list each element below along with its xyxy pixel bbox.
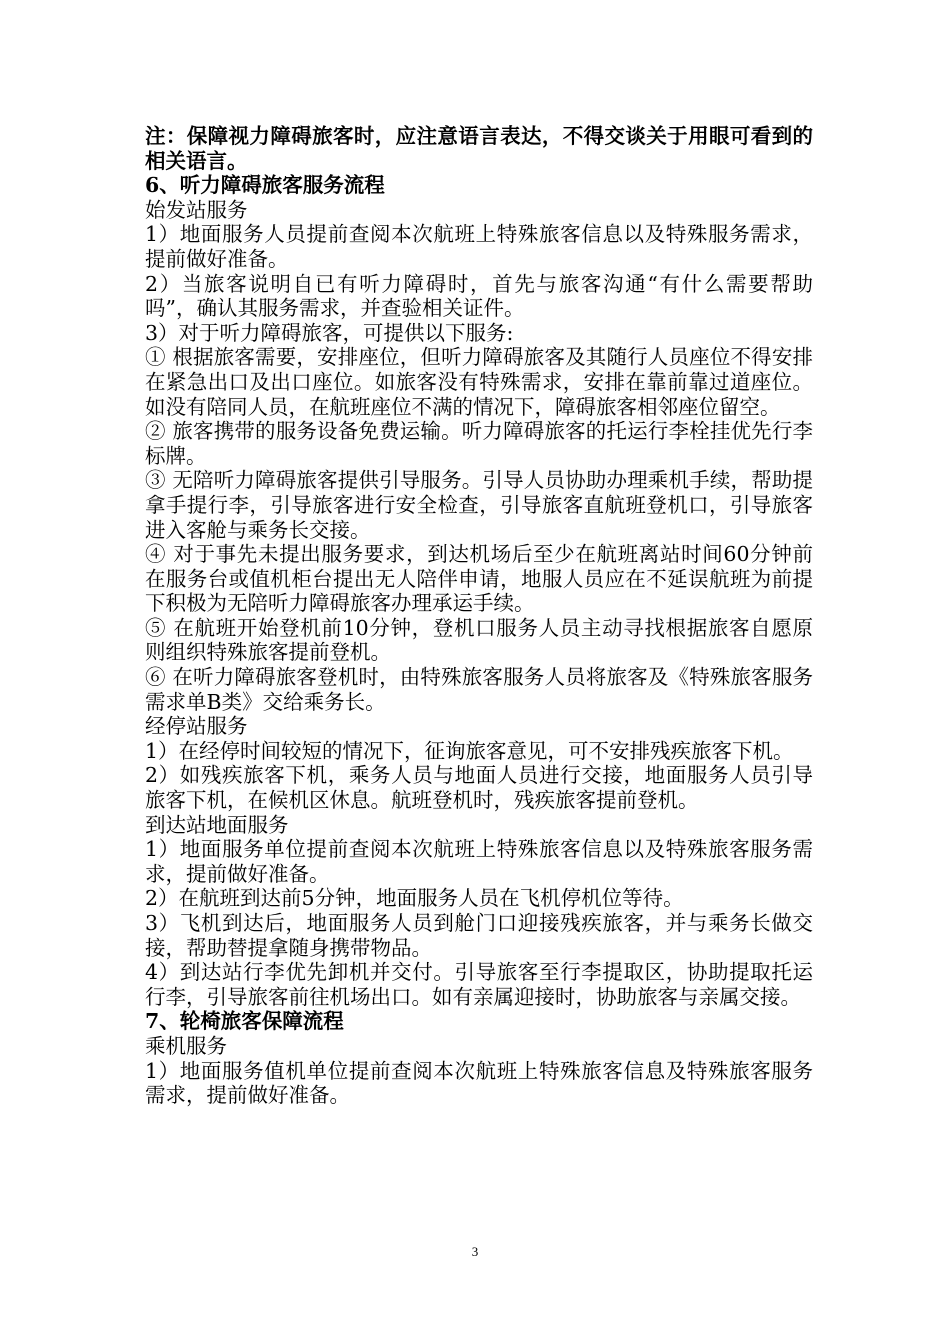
paragraph: 4）到达站行李优先卸机并交付。引导旅客至行李提取区，协助提取托运行李，引导旅客前往机场出口。如有亲属迎接时，协助旅客与亲属交接。 [145, 960, 813, 1009]
paragraph: 2）当旅客说明自已有听力障碍时，首先与旅客沟通“有什么需要帮助吗”，确认其服务需求，并查验相关证件。 [145, 271, 813, 321]
paragraph: 3）飞机到达后，地面服务人员到舱门口迎接残疾旅客，并与乘务长做交接，帮助替提拿随身携带物品。 [145, 911, 813, 960]
paragraph: 1）地面服务值机单位提前查阅本次航班上特殊旅客信息及特殊旅客服务需求，提前做好准备。 [145, 1058, 813, 1108]
list-item: ① 根据旅客需要，安排座位，但听力障碍旅客及其随行人员座位不得安排在紧急出口及出口座位。如旅客没有特殊需求，安排在靠前靠过道座位。如没有陪同人员，在航班座位不满的情况下，障碍旅客相邻座位留空。 [145, 345, 813, 419]
subheading-boarding-service: 乘机服务 [145, 1033, 227, 1058]
list-item: ⑤ 在航班开始登机前10分钟，登机口服务人员主动寻找根据旅客自愿原则组织特殊旅客提前登机。 [145, 615, 813, 665]
document-body [145, 124, 813, 1108]
list-item: ② 旅客携带的服务设备免费运输。听力障碍旅客的托运行李栓挂优先行李标牌。 [145, 419, 813, 468]
subheading-arrival-station: 到达站地面服务 [145, 812, 289, 837]
paragraph: 3）对于听力障碍旅客，可提供以下服务: [145, 320, 514, 345]
list-item: ④ 对于事先未提出服务要求，到达机场后至少在航班离站时间60分钟前在服务台或值机柜台提出无人陪伴申请，地服人员应在不延误航班为前提下积极为无陪听力障碍旅客办理承运手续。 [145, 542, 813, 616]
list-item: ⑥ 在听力障碍旅客登机时，由特殊旅客服务人员将旅客及《特殊旅客服务需求单B类》交给乘务长。 [145, 665, 813, 714]
list-item: ③ 无陪听力障碍旅客提供引导服务。引导人员协助办理乘机手续，帮助提拿手提行李，引导旅客进行安全检查，引导旅客直航班登机口，引导旅客进入客舱与乘务长交接。 [145, 468, 813, 542]
paragraph: 1）地面服务单位提前查阅本次航班上特殊旅客信息以及特殊旅客服务需求，提前做好准备。 [145, 837, 813, 886]
paragraph: 1）在经停时间较短的情况下，征询旅客意见，可不安排残疾旅客下机。 [145, 738, 794, 763]
paragraph: 1）地面服务人员提前查阅本次航班上特殊旅客信息以及特殊服务需求，提前做好准备。 [145, 222, 813, 271]
paragraph: 2）如残疾旅客下机，乘务人员与地面人员进行交接，地面服务人员引导旅客下机，在候机区休息。航班登机时，残疾旅客提前登机。 [145, 763, 813, 813]
note-paragraph: 注：保障视力障碍旅客时，应注意语言表达，不得交谈关于用眼可看到的相关语言。 [145, 124, 813, 173]
page-number: 3 [471, 1244, 479, 1259]
section-heading-hearing-impaired: 6、听力障碍旅客服务流程 [145, 173, 385, 198]
subheading-origin-station: 始发站服务 [145, 197, 248, 222]
section-heading-wheelchair: 7、轮椅旅客保障流程 [145, 1009, 344, 1034]
subheading-transit-station: 经停站服务 [145, 714, 248, 739]
paragraph: 2）在航班到达前5分钟，地面服务人员在飞机停机位等待。 [145, 886, 684, 911]
